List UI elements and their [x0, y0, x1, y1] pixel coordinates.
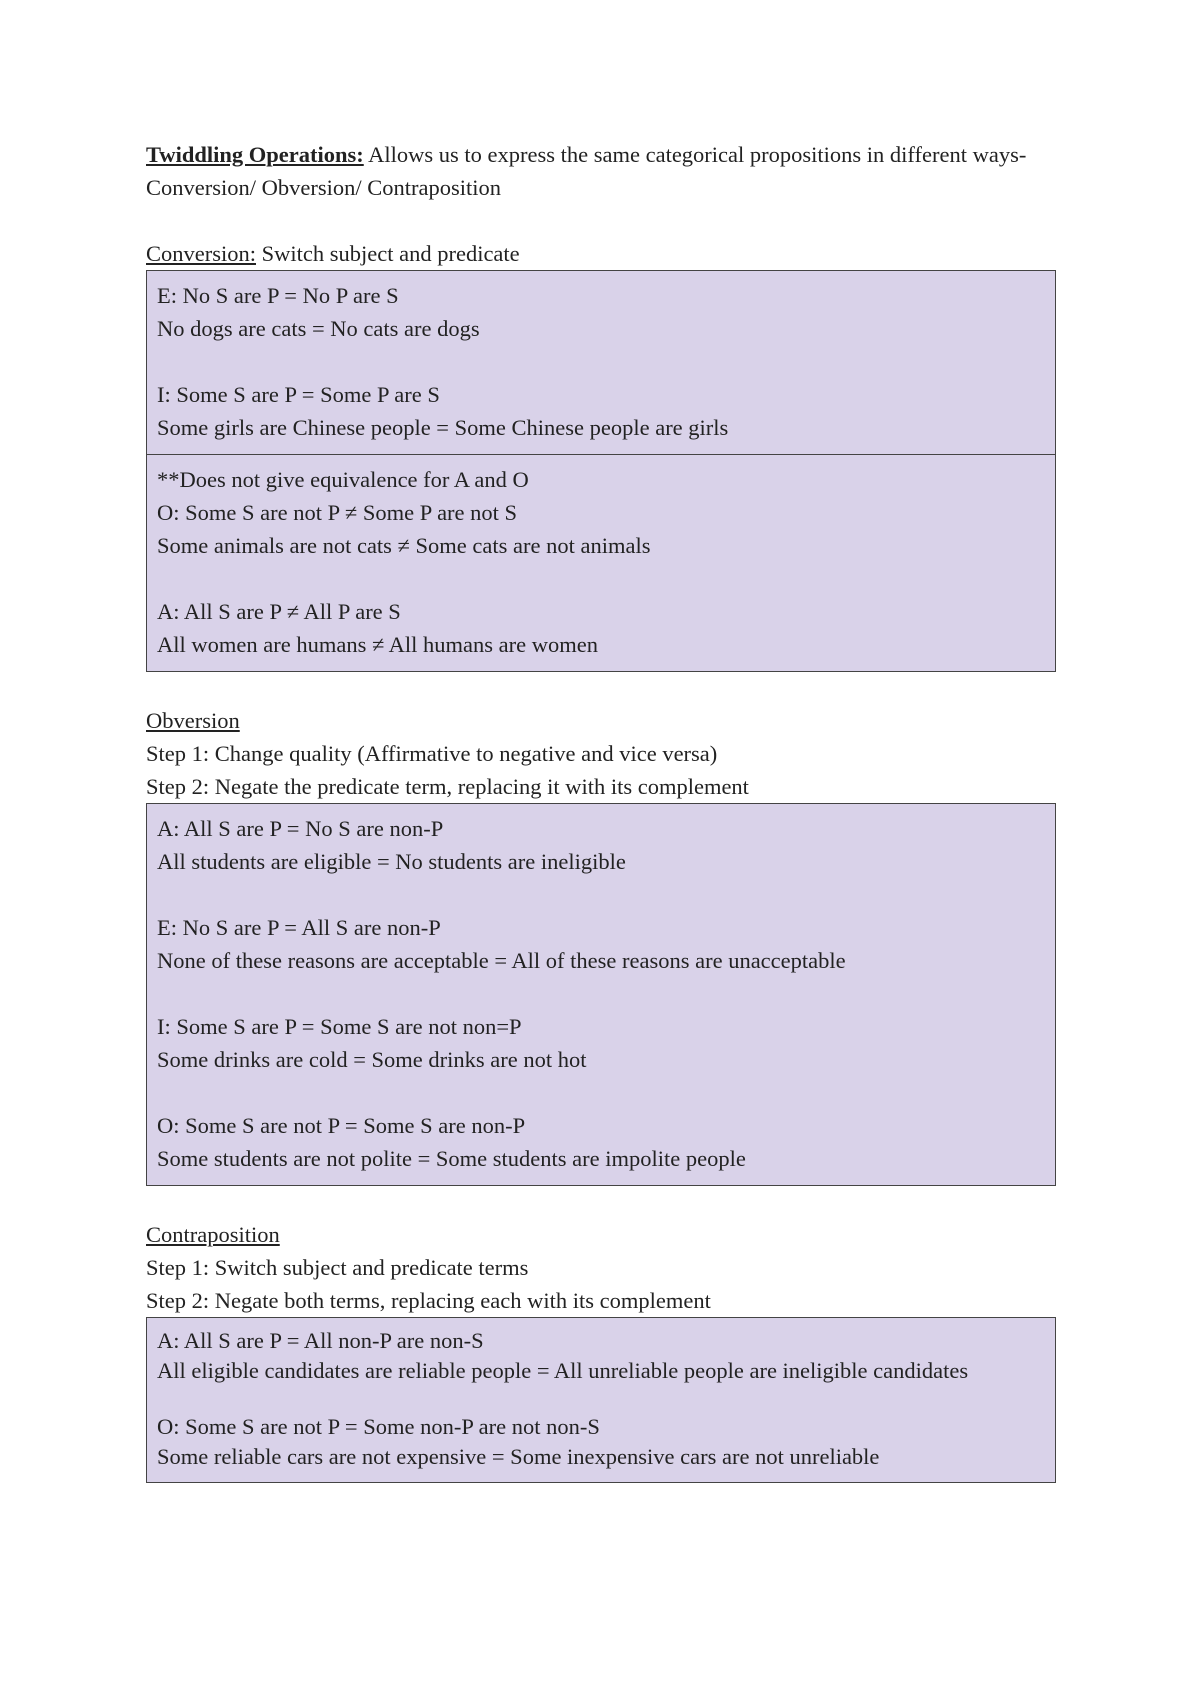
obversion-step-2: Step 2: Negate the predicate term, replacing it with its complement — [146, 774, 749, 799]
conversion-i-rule: I: Some S are P = Some P are S — [157, 382, 440, 407]
obversion-i-rule: I: Some S are P = Some S are not non=P — [157, 1014, 522, 1039]
conversion-heading: Conversion: — [146, 241, 256, 266]
intro-paragraph — [146, 138, 1056, 204]
conversion-e-rule: E: No S are P = No P are S — [157, 283, 399, 308]
intro-title: Twiddling Operations: — [146, 142, 364, 167]
contraposition-a-example: All eligible candidates are reliable people = All unreliable people are ineligible candidates — [157, 1358, 969, 1383]
conversion-o-example: Some animals are not cats ≠ Some cats are not animals — [157, 533, 651, 558]
conversion-invalid-cell — [147, 454, 1055, 671]
contraposition-step-2: Step 2: Negate both terms, replacing each with its complement — [146, 1288, 711, 1313]
document-page — [146, 138, 1056, 1483]
contraposition-box — [146, 1317, 1056, 1483]
contraposition-a-rule: A: All S are P = All non-P are non-S — [157, 1328, 484, 1353]
contraposition-cell — [147, 1318, 1055, 1482]
obversion-e-example: None of these reasons are acceptable = All of these reasons are unacceptable — [157, 948, 846, 973]
obversion-i-example: Some drinks are cold = Some drinks are not hot — [157, 1047, 587, 1072]
conversion-o-rule: O: Some S are not P ≠ Some P are not S — [157, 500, 518, 525]
conversion-heading-line — [146, 237, 1056, 270]
conversion-valid-cell — [147, 271, 1055, 454]
conversion-a-rule: A: All S are P ≠ All P are S — [157, 599, 401, 624]
conversion-a-example: All women are humans ≠ All humans are women — [157, 632, 599, 657]
conversion-e-example: No dogs are cats = No cats are dogs — [157, 316, 480, 341]
obversion-heading: Obversion — [146, 708, 240, 733]
contraposition-o-rule: O: Some S are not P = Some non-P are not non-S — [157, 1414, 600, 1439]
obversion-a-example: All students are eligible = No students are ineligible — [157, 849, 626, 874]
obversion-cell — [147, 804, 1055, 1185]
obversion-box — [146, 803, 1056, 1186]
intro-text: Allows us to express the same categorical propositions in different ways- Conversion/ Obversion/ Contraposition — [146, 142, 1027, 200]
obversion-o-rule: O: Some S are not P = Some S are non-P — [157, 1113, 526, 1138]
contraposition-heading: Contraposition — [146, 1222, 280, 1247]
conversion-note: **Does not give equivalence for A and O — [157, 467, 529, 492]
contraposition-step-1: Step 1: Switch subject and predicate terms — [146, 1255, 529, 1280]
obversion-step-1: Step 1: Change quality (Affirmative to negative and vice versa) — [146, 741, 718, 766]
obversion-a-rule: A: All S are P = No S are non-P — [157, 816, 444, 841]
contraposition-o-example: Some reliable cars are not expensive = Some inexpensive cars are not unreliable — [157, 1444, 880, 1469]
obversion-o-example: Some students are not polite = Some students are impolite people — [157, 1146, 746, 1171]
conversion-i-example: Some girls are Chinese people = Some Chinese people are girls — [157, 415, 729, 440]
conversion-description: Switch subject and predicate — [256, 241, 520, 266]
obversion-e-rule: E: No S are P = All S are non-P — [157, 915, 441, 940]
conversion-box — [146, 270, 1056, 672]
